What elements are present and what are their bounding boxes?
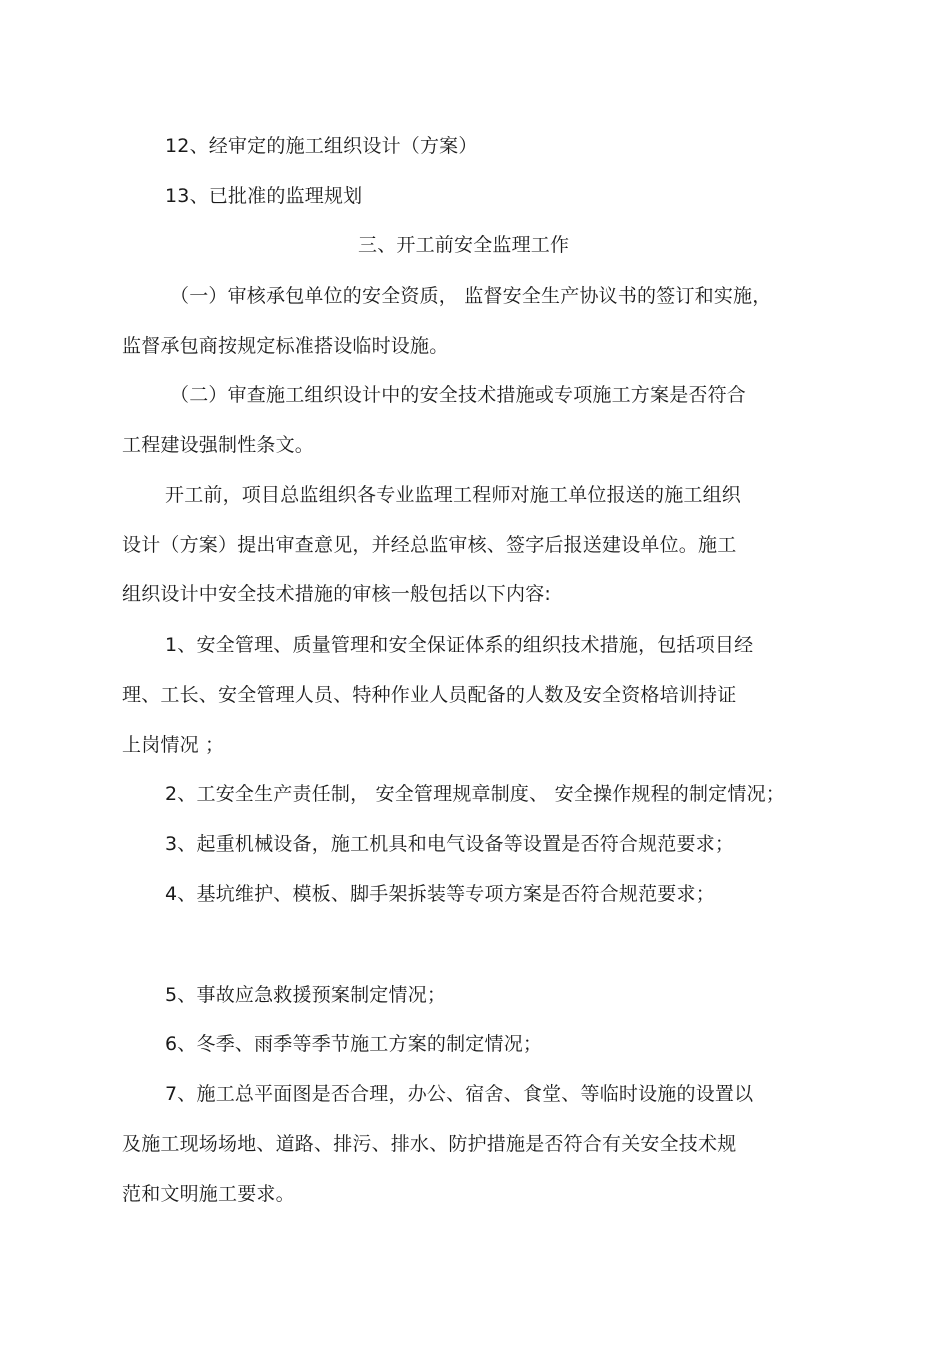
item-13: 13、已批准的监理规划 — [165, 185, 363, 207]
para-2-line-1: （二）审查施工组织设计中的安全技术措施或专项施工方案是否符合 — [170, 384, 747, 406]
item-1-line-1: 1、安全管理、质量管理和安全保证体系的组织技术措施，包括项目经 — [165, 634, 754, 656]
para-2-line-2: 工程建设强制性条文。 — [122, 434, 315, 456]
item-2: 2、工安全生产责任制， 安全管理规章制度、 安全操作规程的制定情况； — [165, 783, 785, 805]
para-1-line-1: （一）审核承包单位的安全资质， 监督安全生产协议书的签订和实施， — [170, 285, 772, 307]
item-7-line-1: 7、施工总平面图是否合理，办公、宿舍、食堂、等临时设施的设置以 — [165, 1083, 754, 1105]
item-1-line-2: 理、工长、安全管理人员、特种作业人员配备的人数及安全资格培训持证 — [122, 684, 737, 706]
item-6: 6、冬季、雨季等季节施工方案的制定情况； — [165, 1033, 543, 1055]
para-3-line-2: 设计（方案）提出审查意见，并经总监审核、签字后报送建设单位。施工 — [122, 534, 737, 556]
item-1-line-3: 上岗情况 ； — [122, 734, 225, 756]
para-3-line-1: 开工前，项目总监组织各专业监理工程师对施工单位报送的施工组织 — [165, 484, 742, 506]
item-3: 3、起重机械设备，施工机具和电气设备等设置是否符合规范要求； — [165, 833, 735, 855]
item-7-line-3: 范和文明施工要求。 — [122, 1183, 295, 1205]
item-12: 12、经审定的施工组织设计（方案） — [165, 135, 478, 157]
para-3-line-3: 组织设计中安全技术措施的审核一般包括以下内容: — [122, 583, 552, 605]
item-7-line-2: 及施工现场场地、道路、排污、排水、防护措施是否符合有关安全技术规 — [122, 1133, 737, 1155]
para-1-line-2: 监督承包商按规定标准搭设临时设施。 — [122, 335, 449, 357]
item-4: 4、基坑维护、模板、脚手架拆装等专项方案是否符合规范要求； — [165, 883, 715, 905]
section-heading: 三、开工前安全监理工作 — [358, 234, 570, 256]
item-5: 5、事故应急救援预案制定情况； — [165, 984, 447, 1006]
